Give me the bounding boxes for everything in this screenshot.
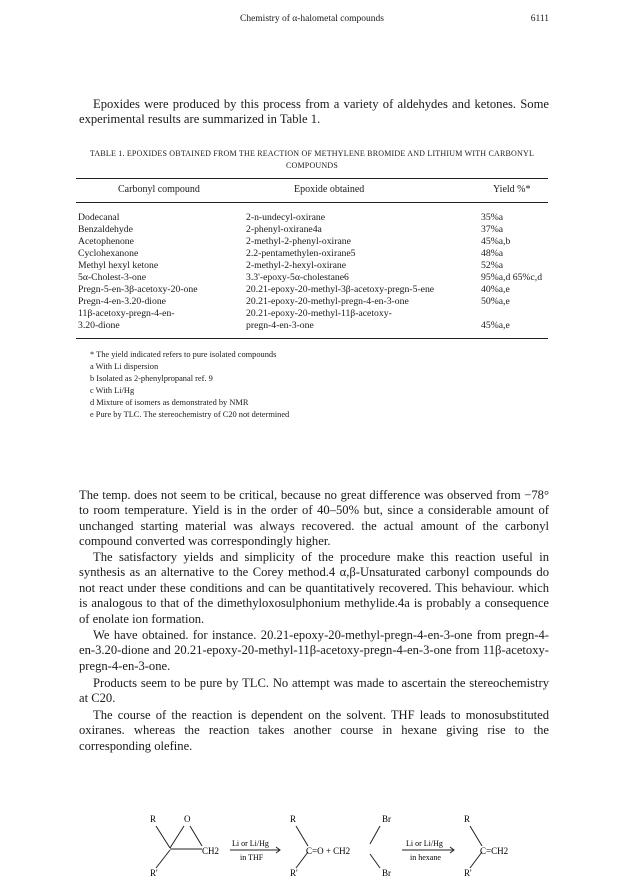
scheme-R3: R: [464, 814, 471, 824]
bond: [296, 826, 308, 846]
footnote: c With Li/Hg: [90, 386, 135, 395]
condition-1-top: Li or Li/Hg: [232, 839, 269, 848]
bond: [156, 826, 170, 848]
table-header-epoxide: Epoxide obtained: [294, 184, 365, 195]
bond: [370, 854, 380, 868]
bond: [190, 826, 202, 846]
bond: [470, 826, 482, 846]
table-header-rule: [76, 202, 548, 203]
body-paragraph: The course of the reaction is dependent on the solvent. THF leads to monosubstituted oxiranes. whereas the reaction takes another course in hexane giving rise to the corresponding olefine.: [79, 708, 549, 753]
footnote: e Pure by TLC. The stereochemistry of C20 not determined: [90, 410, 290, 419]
scheme-Rp3: R': [464, 868, 472, 878]
footnote: * The yield indicated refers to pure isolated compounds: [90, 350, 277, 359]
table-caption: TABLE 1. EPOXIDES OBTAINED FROM THE REACTION OF METHYLENE BROMIDE AND LITHIUM WITH CARBONYL COMPOUNDS: [89, 149, 535, 170]
footnote: b Isolated as 2-phenylpropanal ref. 9: [90, 374, 213, 383]
scheme-Rp2: R': [290, 868, 298, 878]
condition-2-top: Li or Li/Hg: [406, 839, 443, 848]
bond: [170, 826, 184, 848]
scheme-R2: R: [290, 814, 297, 824]
scheme-Br2: Br: [382, 868, 391, 878]
reaction-scheme: [140, 810, 560, 890]
scheme-CH2-left: CH2: [202, 846, 220, 856]
table-bottom-rule: [76, 338, 548, 339]
table-header-yield: Yield %*: [493, 184, 531, 195]
running-header: [0, 14, 624, 30]
body-paragraph: The temp. does not seem to be critical, because no great difference was observed from −78° to room temperature. Yield is in the order of 40–50% but, since a considerable amount of unchanged starting material was always recovered. the actual amount of the carbonyl compound converted was correspondingly higher.: [79, 488, 549, 549]
body-paragraph: The satisfactory yields and simplicity of the procedure make this reaction useful in synthesis as an alternative to the Corey method.4 α,β-Unsaturated carbonyl compounds do not react under these conditions and can be quantitatively recovered. This behaviour. which is analogous to that of the dimethyloxosulphonium methylide.4a is probably a consequence of enolate ion formation.: [79, 550, 549, 626]
page-number: 6111: [530, 14, 549, 24]
footnote: d Mixture of isomers as demonstrated by NMR: [90, 398, 249, 407]
table-header-carbonyl: Carbonyl compound: [118, 184, 200, 195]
scheme-carbonyl: C=O + CH2: [306, 846, 351, 856]
scheme-Rp1: R': [150, 868, 158, 878]
condition-2-bottom: in hexane: [410, 853, 441, 862]
scheme-Br1: Br: [382, 814, 391, 824]
condition-1-bottom: in THF: [240, 853, 264, 862]
running-title: Chemistry of α-halometal compounds: [239, 14, 385, 24]
scheme-O: O: [184, 814, 191, 824]
scheme-olefin: C=CH2: [480, 846, 509, 856]
body-paragraph: Products seem to be pure by TLC. No attempt was made to ascertain the stereochemistry at C20.: [79, 676, 549, 706]
intro-paragraph: Epoxides were produced by this process from a variety of aldehydes and ketones. Some experimental results are summarized in Table 1.: [79, 97, 549, 127]
table-top-rule: [76, 178, 548, 179]
scheme-R1: R: [150, 814, 157, 824]
footnote: a With Li dispersion: [90, 362, 159, 371]
bond: [370, 826, 380, 844]
bond: [156, 850, 170, 868]
body-paragraph: We have obtained. for instance. 20.21-epoxy-20-methyl-pregn-4-en-3-one from pregn-4-en-3.20-dione and 20.21-epoxy-20-methyl-11β-acetoxy-pregn-4-en-3-one from 11β-acetoxy-pregn-4-en-3-one.: [79, 628, 549, 673]
